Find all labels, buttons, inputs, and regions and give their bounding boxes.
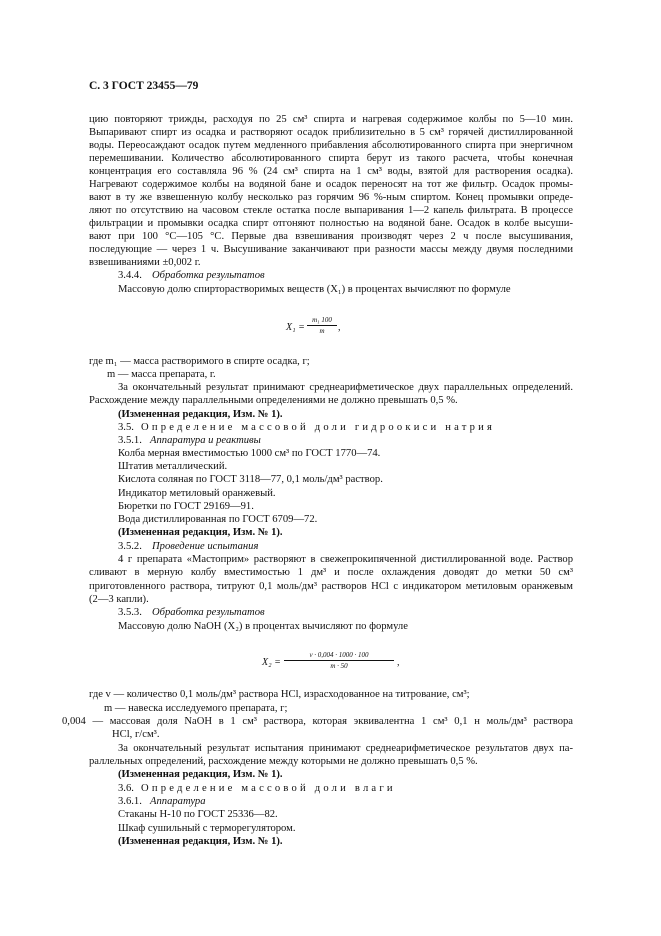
list-item: Штатив металлический.	[118, 461, 228, 472]
text-line: Массовую долю спирторастворимых веществ (X₁) в процентах вычисляют по формуле	[118, 284, 511, 295]
text-line: раллельных определений, расхождение между которыми не должно превышать 0,5 %.	[89, 756, 478, 767]
text-line: фильтрации и промывки осадка спирт отгоняют полностью на водяной бане. Осадок в колбе высуши-	[89, 218, 573, 229]
text-line: перемешивании. Количество абсолютированного спирта берут из такого расчета, чтобы конечная	[89, 153, 573, 164]
subsection-title: Обработка результатов	[152, 607, 265, 618]
formula-comma: ,	[397, 657, 400, 668]
section-number: 3.5.2.	[118, 541, 142, 552]
text-line: m — навеска исследуемого препарата, г;	[104, 703, 288, 714]
text-line: Нагревают содержимое колбы на водяной бане и осадок переносят на тот же фильтр. Осадок промы-	[89, 179, 573, 190]
list-item: Кислота соляная по ГОСТ 3118—77, 0,1 моль/дм³ раствор.	[118, 474, 383, 485]
text-line: где v — количество 0,1 моль/дм³ раствора HCl, израсходованное на титрование, см³;	[89, 689, 470, 700]
text-line: Расхождение между параллельными определениями не должно превышать 0,5 %.	[89, 395, 458, 406]
text-line: m — масса препарата, г.	[107, 369, 216, 380]
text-line: 0,004 — массовая доля NaOH в 1 см³ раствора, которая эквивалентна 1 см³ 0,1 н моль/дм³ раствора	[62, 716, 573, 727]
formula-fraction	[307, 316, 337, 335]
formula-comma: ,	[338, 322, 341, 333]
section-number: 3.6.1.	[118, 796, 142, 807]
amendment-note: (Измененная редакция, Изм. № 1).	[118, 527, 283, 538]
section-title: Определение массовой доли влаги	[141, 783, 396, 794]
text-line: За окончательный результат принимают среднеарифметическое двух параллельных определений.	[118, 382, 573, 393]
text-line: Выпаривают спирт из осадка и растворяют осадок приблизительно в 5 см³ горячей дистиллированной	[89, 127, 573, 138]
list-item: Шкаф сушильный с терморегулятором.	[118, 823, 296, 834]
text-line: приготовленного раствора, титруют 0,1 моль/дм³ растворов HCl с индикатором метиловым оранжевым	[89, 581, 573, 592]
list-item: Вода дистиллированная по ГОСТ 6709—72.	[118, 514, 318, 525]
section-number: 3.5.1.	[118, 435, 142, 446]
section-number: 3.6.	[118, 783, 134, 794]
text-line: концентрация его составляла 96 % (24 см³ спирта на 1 см³ воды, взятой для растворения осадка).	[89, 166, 573, 177]
text-line: HCl, г/см³.	[112, 729, 160, 740]
amendment-note: (Измененная редакция, Изм. № 1).	[118, 409, 283, 420]
text-line: где m₁ — масса растворимого в спирте осадка, г;	[89, 356, 310, 367]
formula-numerator: v · 0,004 · 1000 · 100	[284, 651, 394, 661]
page-header: С. 3 ГОСТ 23455—79	[89, 80, 199, 92]
list-item: Бюретки по ГОСТ 29169—91.	[118, 501, 254, 512]
text-line: Массовую долю NaOH (X₂) в процентах вычисляют по формуле	[118, 621, 408, 632]
subsection-title: Аппаратура	[150, 796, 206, 807]
text-line: ляют по отсутствию на часовом стекле остатка после выпаривания 1—2 капель фильтрата. В процессе	[89, 205, 573, 216]
text-line: вают в ту же взвешенную колбу несколько раз горячим 96 %-ным спиртом. Конец промывки опреде-	[89, 192, 573, 203]
text-line: цию повторяют трижды, расходуя по 25 см³ спирта и нагревая содержимое колбы по 5—10 мин.	[89, 114, 573, 125]
section-number: 3.4.4.	[118, 270, 142, 281]
amendment-note: (Измененная редакция, Изм. № 1).	[118, 836, 283, 847]
subsection-title: Обработка результатов	[152, 270, 265, 281]
formula-denominator: m	[319, 327, 325, 335]
formula-denominator: m · 50	[330, 662, 348, 670]
text-line: (2—3 капли).	[89, 594, 149, 605]
subsection-title: Проведение испытания	[152, 541, 259, 552]
formula-numerator: m₁ 100	[307, 316, 337, 326]
list-item: Стаканы Н-10 по ГОСТ 25336—82.	[118, 809, 278, 820]
section-title: Определение массовой доли гидроокиси натрия	[141, 422, 496, 433]
text-line: 4 г препарата «Мастоприм» растворяют в свежепрокипяченной дистиллированной воде. Раствор	[118, 554, 573, 565]
formula-fraction	[284, 651, 394, 670]
section-number: 3.5.3.	[118, 607, 142, 618]
amendment-note: (Измененная редакция, Изм. № 1).	[118, 769, 283, 780]
text-line: вают при 100 °С—105 °С. Первые два взвешивания производят через 2 ч после высушивания,	[89, 231, 573, 242]
section-number: 3.5.	[118, 422, 134, 433]
formula-lhs: X₁ =	[286, 322, 305, 333]
list-item: Индикатор метиловый оранжевый.	[118, 488, 276, 499]
text-line: последующие — через 1 ч. Высушивание заканчивают при разности массы между двумя последними	[89, 244, 573, 255]
list-item: Колба мерная вместимостью 1000 см³ по ГОСТ 1770—74.	[118, 448, 381, 459]
text-line: сливают в мерную колбу вместимостью 1 дм³ и после охлаждения доводят до метки 50 см³	[89, 567, 573, 578]
formula-lhs: X₂ =	[262, 657, 281, 668]
text-line: За окончательный результат испытания принимают среднеарифметическое результатов двух па-	[118, 743, 573, 754]
text-line: воды. Переосаждают осадок путем медленного прибавления абсолютированного спирта при энергичном	[89, 140, 573, 151]
subsection-title: Аппаратура и реактивы	[150, 435, 261, 446]
text-line: взвешиваниями ±0,002 г.	[89, 257, 201, 268]
